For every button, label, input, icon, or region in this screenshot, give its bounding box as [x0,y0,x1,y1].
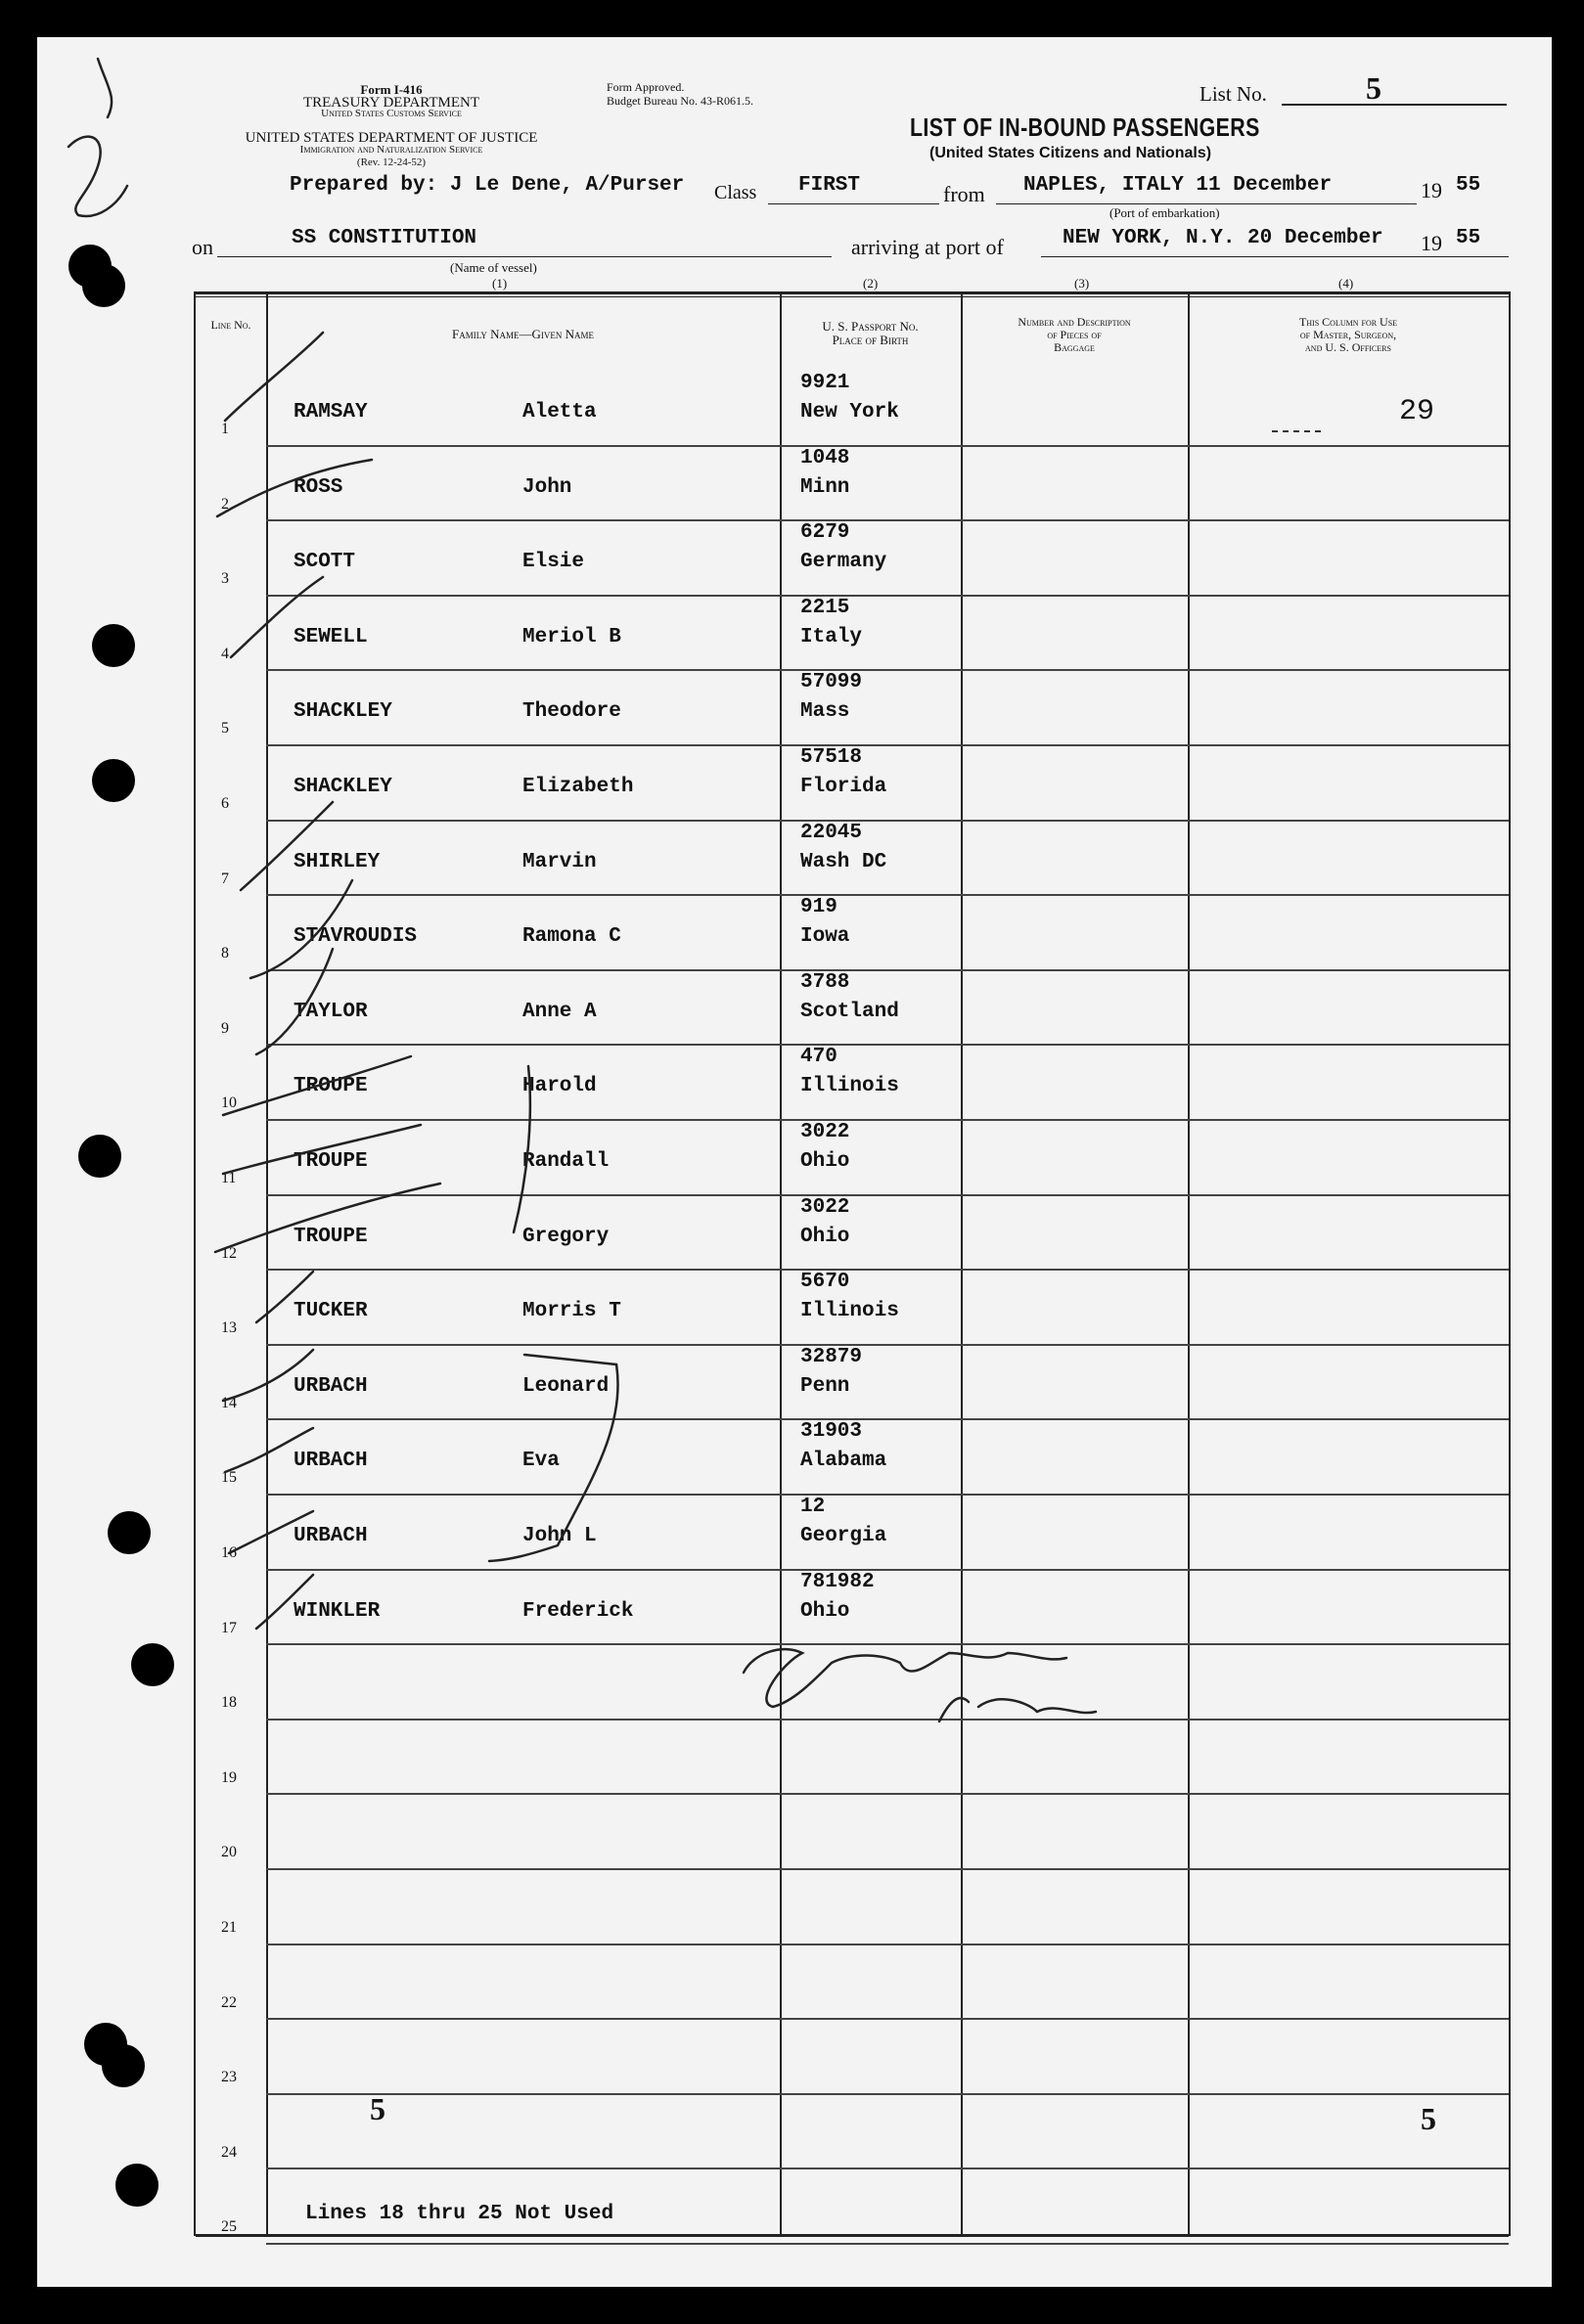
given-name: John L [522,1525,597,1547]
line-number: 18 [221,1694,237,1712]
given-name: Leonard [522,1374,610,1398]
family-name: SCOTT [294,551,356,574]
line-number: 1 [221,421,229,437]
line-number: 15 [221,1469,237,1487]
place-of-birth: Georgia [800,1525,887,1547]
passport-number: 1048 [800,446,850,469]
line-number: 9 [221,1019,229,1037]
year-suffix: 55 [1456,174,1481,197]
punch-hole [115,2164,158,2207]
passport-number: 12 [800,1496,826,1518]
list-no-label: List No. [1199,82,1267,106]
year-prefix: 19 [1421,178,1442,202]
place-of-birth: New York [800,401,899,424]
line-number: 8 [221,945,229,962]
vessel-name: SS CONSTITUTION [292,227,477,249]
line-number: 12 [221,1244,237,1262]
vessel-note: (Name of vessel) [450,260,537,275]
given-name: Eva [522,1450,560,1473]
header-passport: U. S. Passport No. [822,319,919,334]
place-of-birth: Italy [800,625,863,648]
line-number: 17 [221,1619,237,1636]
place-of-birth: Germany [800,551,887,574]
family-name: URBACH [294,1450,368,1473]
place-of-birth: Mass [800,700,850,724]
place-of-birth: Illinois [800,1075,899,1098]
family-name: SHACKLEY [294,776,392,798]
revision-date: (Rev. 12-24-52) [356,156,427,168]
line-number: 21 [221,1919,237,1936]
port-of-embarkation: NAPLES, ITALY 11 December [1023,174,1333,197]
place-of-birth: Wash DC [800,850,887,873]
punch-hole [92,624,135,667]
year2-prefix: 19 [1421,231,1442,255]
family-name: URBACH [294,1374,368,1398]
row-divider [266,1944,1509,1945]
line-number: 23 [221,2069,237,2086]
family-name: SHACKLEY [294,700,392,724]
row-divider [266,894,1509,896]
punch-hole [102,2044,145,2087]
line-number: 14 [221,1394,237,1411]
place-of-birth: Florida [800,776,887,798]
justice-department: UNITED STATES DEPARTMENT OF JUSTICE [245,130,538,146]
passport-number: 31903 [800,1420,863,1444]
header-baggage-3: Baggage [1054,340,1095,354]
row-divider [266,2243,1509,2245]
given-name: Anne A [522,1000,597,1023]
family-name: TROUPE [294,1150,368,1173]
row-divider [266,1119,1509,1121]
row-divider [266,1793,1509,1795]
family-name: TROUPE [294,1075,368,1098]
row-divider [266,1643,1509,1645]
place-of-birth: Penn [800,1374,850,1398]
form-number: Form I-416 [360,82,423,97]
year2-suffix: 55 [1456,227,1481,249]
punch-hole [82,264,125,307]
line-number: 16 [221,1544,237,1561]
family-name: RAMSAY [294,401,368,424]
given-name: Frederick [522,1599,634,1623]
punch-hole [78,1135,121,1178]
passport-number: 6279 [800,521,850,545]
line-number: 5 [221,720,229,737]
passport-number: 3022 [800,1195,850,1219]
header-name: Family Name—Given Name [452,327,594,341]
place-of-birth: Ohio [800,1599,850,1623]
place-of-birth: Ohio [800,1225,850,1248]
class-value: FIRST [798,174,861,197]
dash-mark [1272,430,1321,432]
punch-hole [108,1511,151,1554]
line-number: 20 [221,1844,237,1861]
given-name: Gregory [522,1225,610,1248]
prepared-by: Prepared by: J Le Dene, A/Purser [290,174,685,197]
line-number: 13 [221,1319,237,1337]
row-divider [266,969,1509,971]
given-name: Randall [522,1150,610,1173]
given-name: Morris T [522,1300,621,1323]
page-number-right: 5 [1421,2101,1436,2136]
family-name: TAYLOR [294,1000,368,1023]
given-name: John [522,475,572,499]
row-divider [266,519,1509,521]
header-baggage-1: Number and Description [1018,315,1131,329]
col3-number: (3) [1074,276,1090,290]
header-officers-3: and U. S. Officers [1305,340,1391,354]
immigration-service: Immigration and Naturalization Service [299,144,483,156]
line-number: 4 [221,645,229,662]
from-label: from [943,182,985,206]
passport-number: 919 [800,896,837,919]
budget-bureau: Budget Bureau No. 43-R061.5. [607,94,753,108]
family-name: ROSS [294,475,343,499]
line-number: 22 [221,1993,237,2011]
line-number: 11 [221,1170,237,1186]
family-name: SHIRLEY [294,850,381,873]
row-divider [266,2168,1509,2169]
passport-number: 470 [800,1046,837,1069]
document-page [37,37,1552,2287]
passport-number: 57518 [800,746,863,769]
row-divider [266,1194,1509,1196]
row-divider [266,1344,1509,1346]
line-number: 19 [221,1768,237,1786]
line-number: 3 [221,570,229,588]
row-divider [266,1868,1509,1870]
row-divider [266,669,1509,671]
line-number: 24 [221,2143,237,2161]
treasury-department: TREASURY DEPARTMENT [302,95,480,111]
on-label: on [192,235,213,259]
row-divider [266,2093,1509,2095]
family-name: SEWELL [294,625,368,648]
place-of-birth: Illinois [800,1300,899,1323]
row-divider [266,1269,1509,1271]
given-name: Aletta [522,401,597,424]
officer-count: 29 [1399,395,1435,428]
given-name: Marvin [522,850,597,873]
header-line-no: Line No. [210,318,251,332]
passport-number: 32879 [800,1345,863,1368]
family-name: TROUPE [294,1225,368,1248]
passport-number: 22045 [800,821,863,844]
row-divider [266,595,1509,597]
family-name: STAVROUDIS [294,925,418,949]
line-number: 6 [221,795,229,812]
row-divider [266,1569,1509,1571]
line-number: 2 [221,495,229,513]
given-name: Elsie [522,551,585,574]
row-divider [266,1494,1509,1496]
list-number: 5 [1366,70,1381,106]
family-name: TUCKER [294,1300,368,1323]
col2-number: (2) [863,276,879,290]
header-officers-1: This Column for Use [1298,315,1398,329]
customs-service: United States Customs Service [321,108,462,119]
footer-note: Lines 18 thru 25 Not Used [305,2203,614,2225]
page-number-left: 5 [370,2091,385,2126]
arrival-port: NEW YORK, N.Y. 20 December [1063,227,1383,249]
port-note: (Port of embarkation) [1109,205,1220,220]
header-baggage-2: of Pieces of [1047,328,1102,341]
form-approved: Form Approved. [607,80,685,94]
place-of-birth: Alabama [800,1450,887,1473]
place-of-birth: Ohio [800,1150,850,1173]
given-name: Elizabeth [522,776,634,798]
family-name: WINKLER [294,1599,381,1623]
passport-number: 5670 [800,1271,850,1294]
row-divider [266,445,1509,447]
punch-hole [92,759,135,802]
row-divider [266,744,1509,746]
passport-number: 9921 [800,372,850,394]
document-title: LIST OF IN-BOUND PASSENGERS [910,112,1260,142]
class-label: Class [714,182,757,203]
passport-number: 3788 [800,970,850,994]
row-divider [266,2018,1509,2020]
place-of-birth: Minn [800,475,850,499]
col4-number: (4) [1338,276,1354,290]
header-birthplace: Place of Birth [832,333,909,347]
passport-number: 57099 [800,671,863,694]
punch-hole [131,1643,174,1686]
place-of-birth: Iowa [800,925,850,949]
arriving-label: arriving at port of [851,235,1004,259]
place-of-birth: Scotland [800,1000,899,1023]
col1-number: (1) [492,276,508,290]
passport-number: 781982 [800,1570,875,1593]
passport-number: 3022 [800,1121,850,1143]
given-name: Theodore [522,700,621,724]
given-name: Meriol B [522,625,621,648]
family-name: URBACH [294,1525,368,1547]
given-name: Harold [522,1075,597,1098]
document-subtitle: (United States Citizens and Nationals) [929,145,1212,161]
passport-number: 2215 [800,596,850,619]
header-officers-2: of Master, Surgeon, [1299,328,1397,341]
line-number: 7 [221,870,229,887]
row-divider [266,1044,1509,1046]
given-name: Ramona C [522,925,621,949]
row-divider [266,1418,1509,1420]
row-divider [266,1719,1509,1721]
line-number: 25 [221,2218,237,2236]
row-divider [266,820,1509,822]
line-number: 10 [221,1095,237,1112]
